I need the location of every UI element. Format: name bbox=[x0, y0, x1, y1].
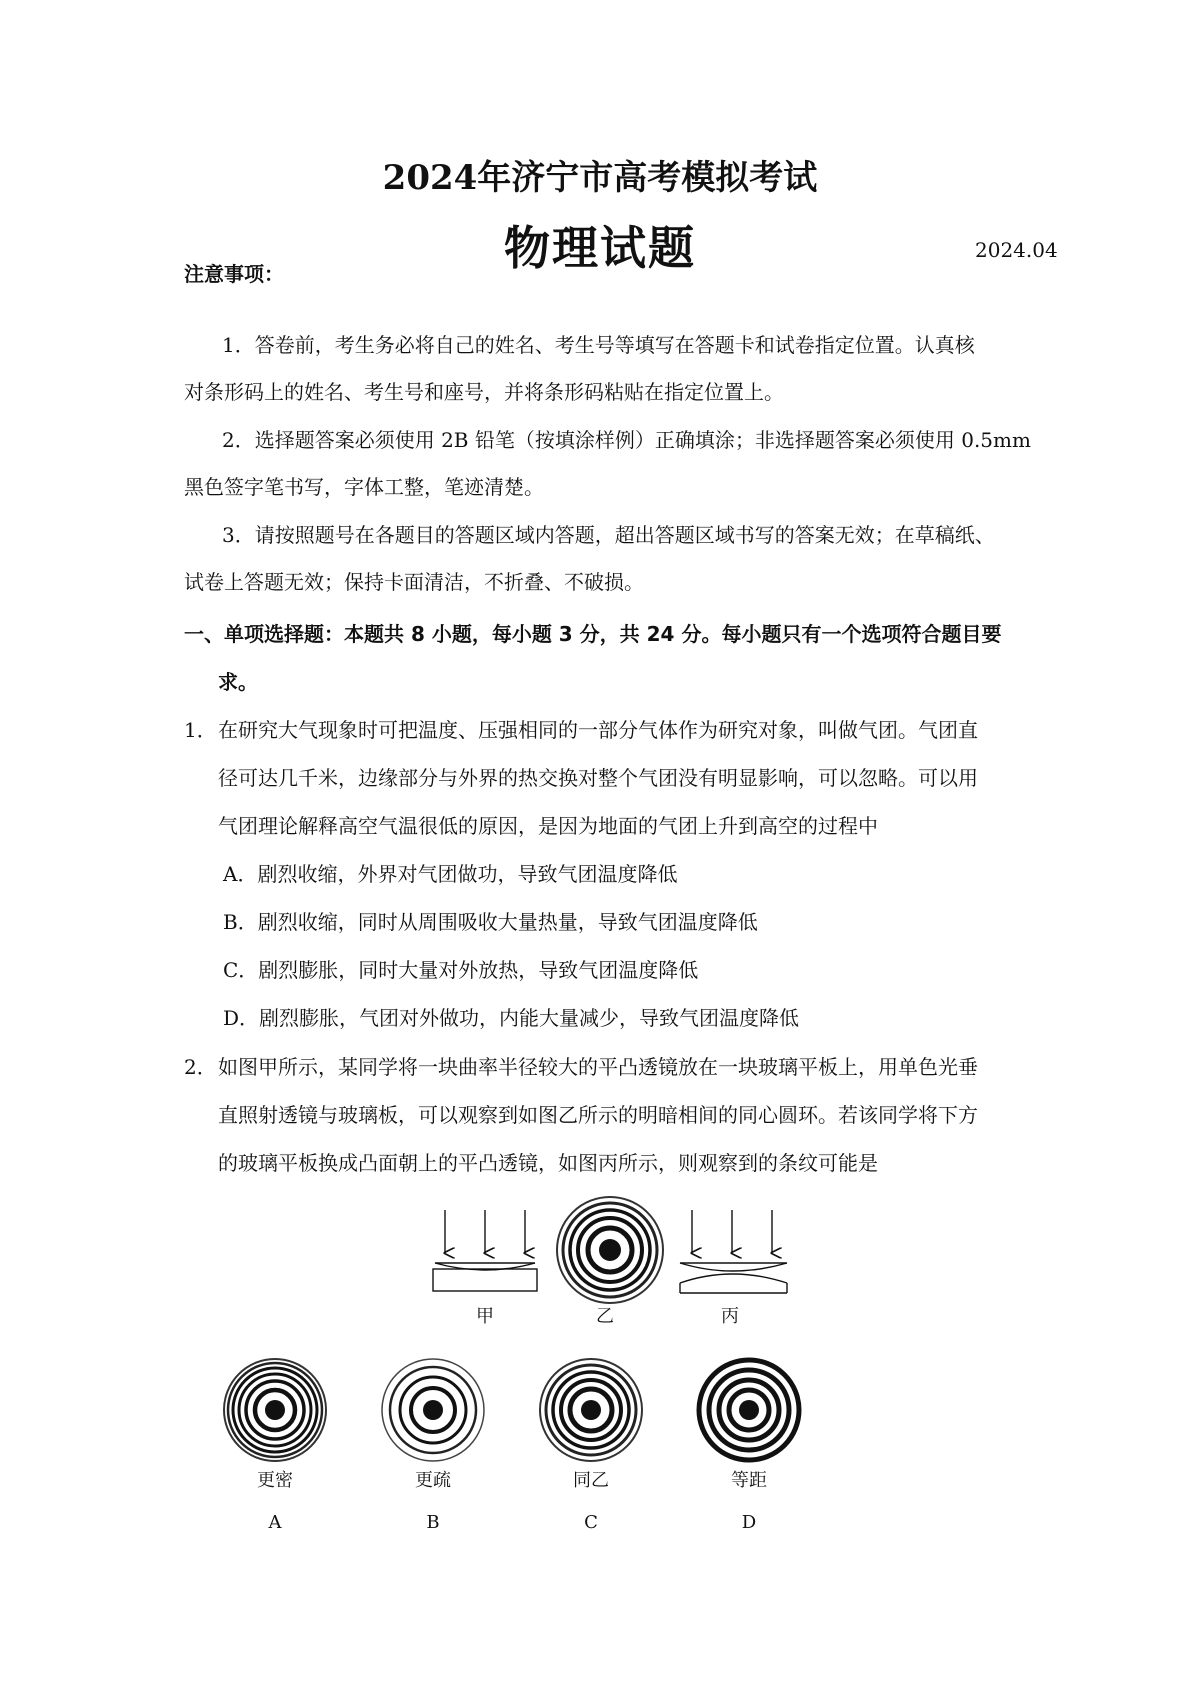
option-d-rings bbox=[696, 1357, 802, 1463]
exam-date: 2024.04 bbox=[975, 238, 1058, 262]
option-c-letter: C bbox=[584, 1512, 598, 1533]
q1-stem-line2: 径可达几千米，边缘部分与外界的热交换对整个气团没有明显影响，可以忽略。可以用 bbox=[218, 766, 978, 790]
notice-item-3-line2: 试卷上答题无效；保持卡面清洁，不折叠、不破损。 bbox=[184, 570, 644, 594]
q2-stem-line1: 如图甲所示，某同学将一块曲率半径较大的平凸透镜放在一块玻璃平板上，用单色光垂 bbox=[218, 1055, 978, 1079]
q1-option-b: B．剧烈收缩，同时从周围吸收大量热量，导致气团温度降低 bbox=[223, 910, 758, 934]
option-d-letter: D bbox=[741, 1512, 757, 1533]
figure-yi-caption: 乙 bbox=[596, 1306, 614, 1327]
figure-jia-diagram bbox=[425, 1205, 545, 1295]
q2-stem-line3: 的玻璃平板换成凸面朝上的平凸透镜，如图丙所示，则观察到的条纹可能是 bbox=[218, 1151, 878, 1175]
notice-item-3-line1: 3．请按照题号在各题目的答题区域内答题，超出答题区域书写的答案无效；在草稿纸、 bbox=[222, 523, 995, 547]
figure-bing-caption: 丙 bbox=[721, 1306, 739, 1327]
figure-bing-diagram bbox=[672, 1205, 802, 1295]
option-d-caption: 等距 bbox=[731, 1470, 767, 1491]
section-1-heading: 一、单项选择题：本题共 8 小题，每小题 3 分，共 24 分。每小题只有一个选项符合题目要 bbox=[184, 622, 1002, 646]
notice-item-2-line2: 黑色签字笔书写，字体工整，笔迹清楚。 bbox=[184, 475, 544, 499]
figure-jia-caption: 甲 bbox=[476, 1306, 494, 1327]
notice-item-1-line2: 对条形码上的姓名、考生号和座号，并将条形码粘贴在指定位置上。 bbox=[184, 380, 784, 404]
q2-number: 2． bbox=[184, 1055, 217, 1079]
notice-item-1-line1: 1．答卷前，考生务必将自己的姓名、考生号等填写在答题卡和试卷指定位置。认真核 bbox=[222, 333, 975, 357]
notice-item-2-line1: 2．选择题答案必须使用 2B 铅笔（按填涂样例）正确填涂；非选择题答案必须使用 0.5mm bbox=[222, 428, 1031, 452]
option-a-rings bbox=[222, 1357, 328, 1463]
figure-yi-rings bbox=[555, 1195, 665, 1305]
notice-heading: 注意事项： bbox=[184, 262, 284, 286]
subject-title: 物理试题 bbox=[504, 221, 696, 275]
option-b-caption: 更疏 bbox=[415, 1470, 451, 1491]
q1-option-c: C．剧烈膨胀，同时大量对外放热，导致气团温度降低 bbox=[223, 958, 699, 982]
exam-title: 2024年济宁市高考模拟考试 bbox=[382, 158, 818, 198]
option-b-letter: B bbox=[426, 1512, 440, 1533]
option-b-rings bbox=[380, 1357, 486, 1463]
q1-option-d: D．剧烈膨胀，气团对外做功，内能大量减少，导致气团温度降低 bbox=[223, 1006, 800, 1030]
option-a-letter: A bbox=[268, 1512, 282, 1533]
q1-option-a: A．剧烈收缩，外界对气团做功，导致气团温度降低 bbox=[223, 862, 678, 886]
q1-stem-line3: 气团理论解释高空气温很低的原因，是因为地面的气团上升到高空的过程中 bbox=[218, 814, 878, 838]
section-1-heading-cont: 求。 bbox=[218, 670, 258, 694]
option-c-rings bbox=[538, 1357, 644, 1463]
q1-stem-line1: 在研究大气现象时可把温度、压强相同的一部分气体作为研究对象，叫做气团。气团直 bbox=[218, 718, 978, 742]
q2-stem-line2: 直照射透镜与玻璃板，可以观察到如图乙所示的明暗相间的同心圆环。若该同学将下方 bbox=[218, 1103, 978, 1127]
q1-number: 1． bbox=[184, 718, 217, 742]
option-a-caption: 更密 bbox=[257, 1470, 293, 1491]
option-c-caption: 同乙 bbox=[573, 1470, 609, 1491]
